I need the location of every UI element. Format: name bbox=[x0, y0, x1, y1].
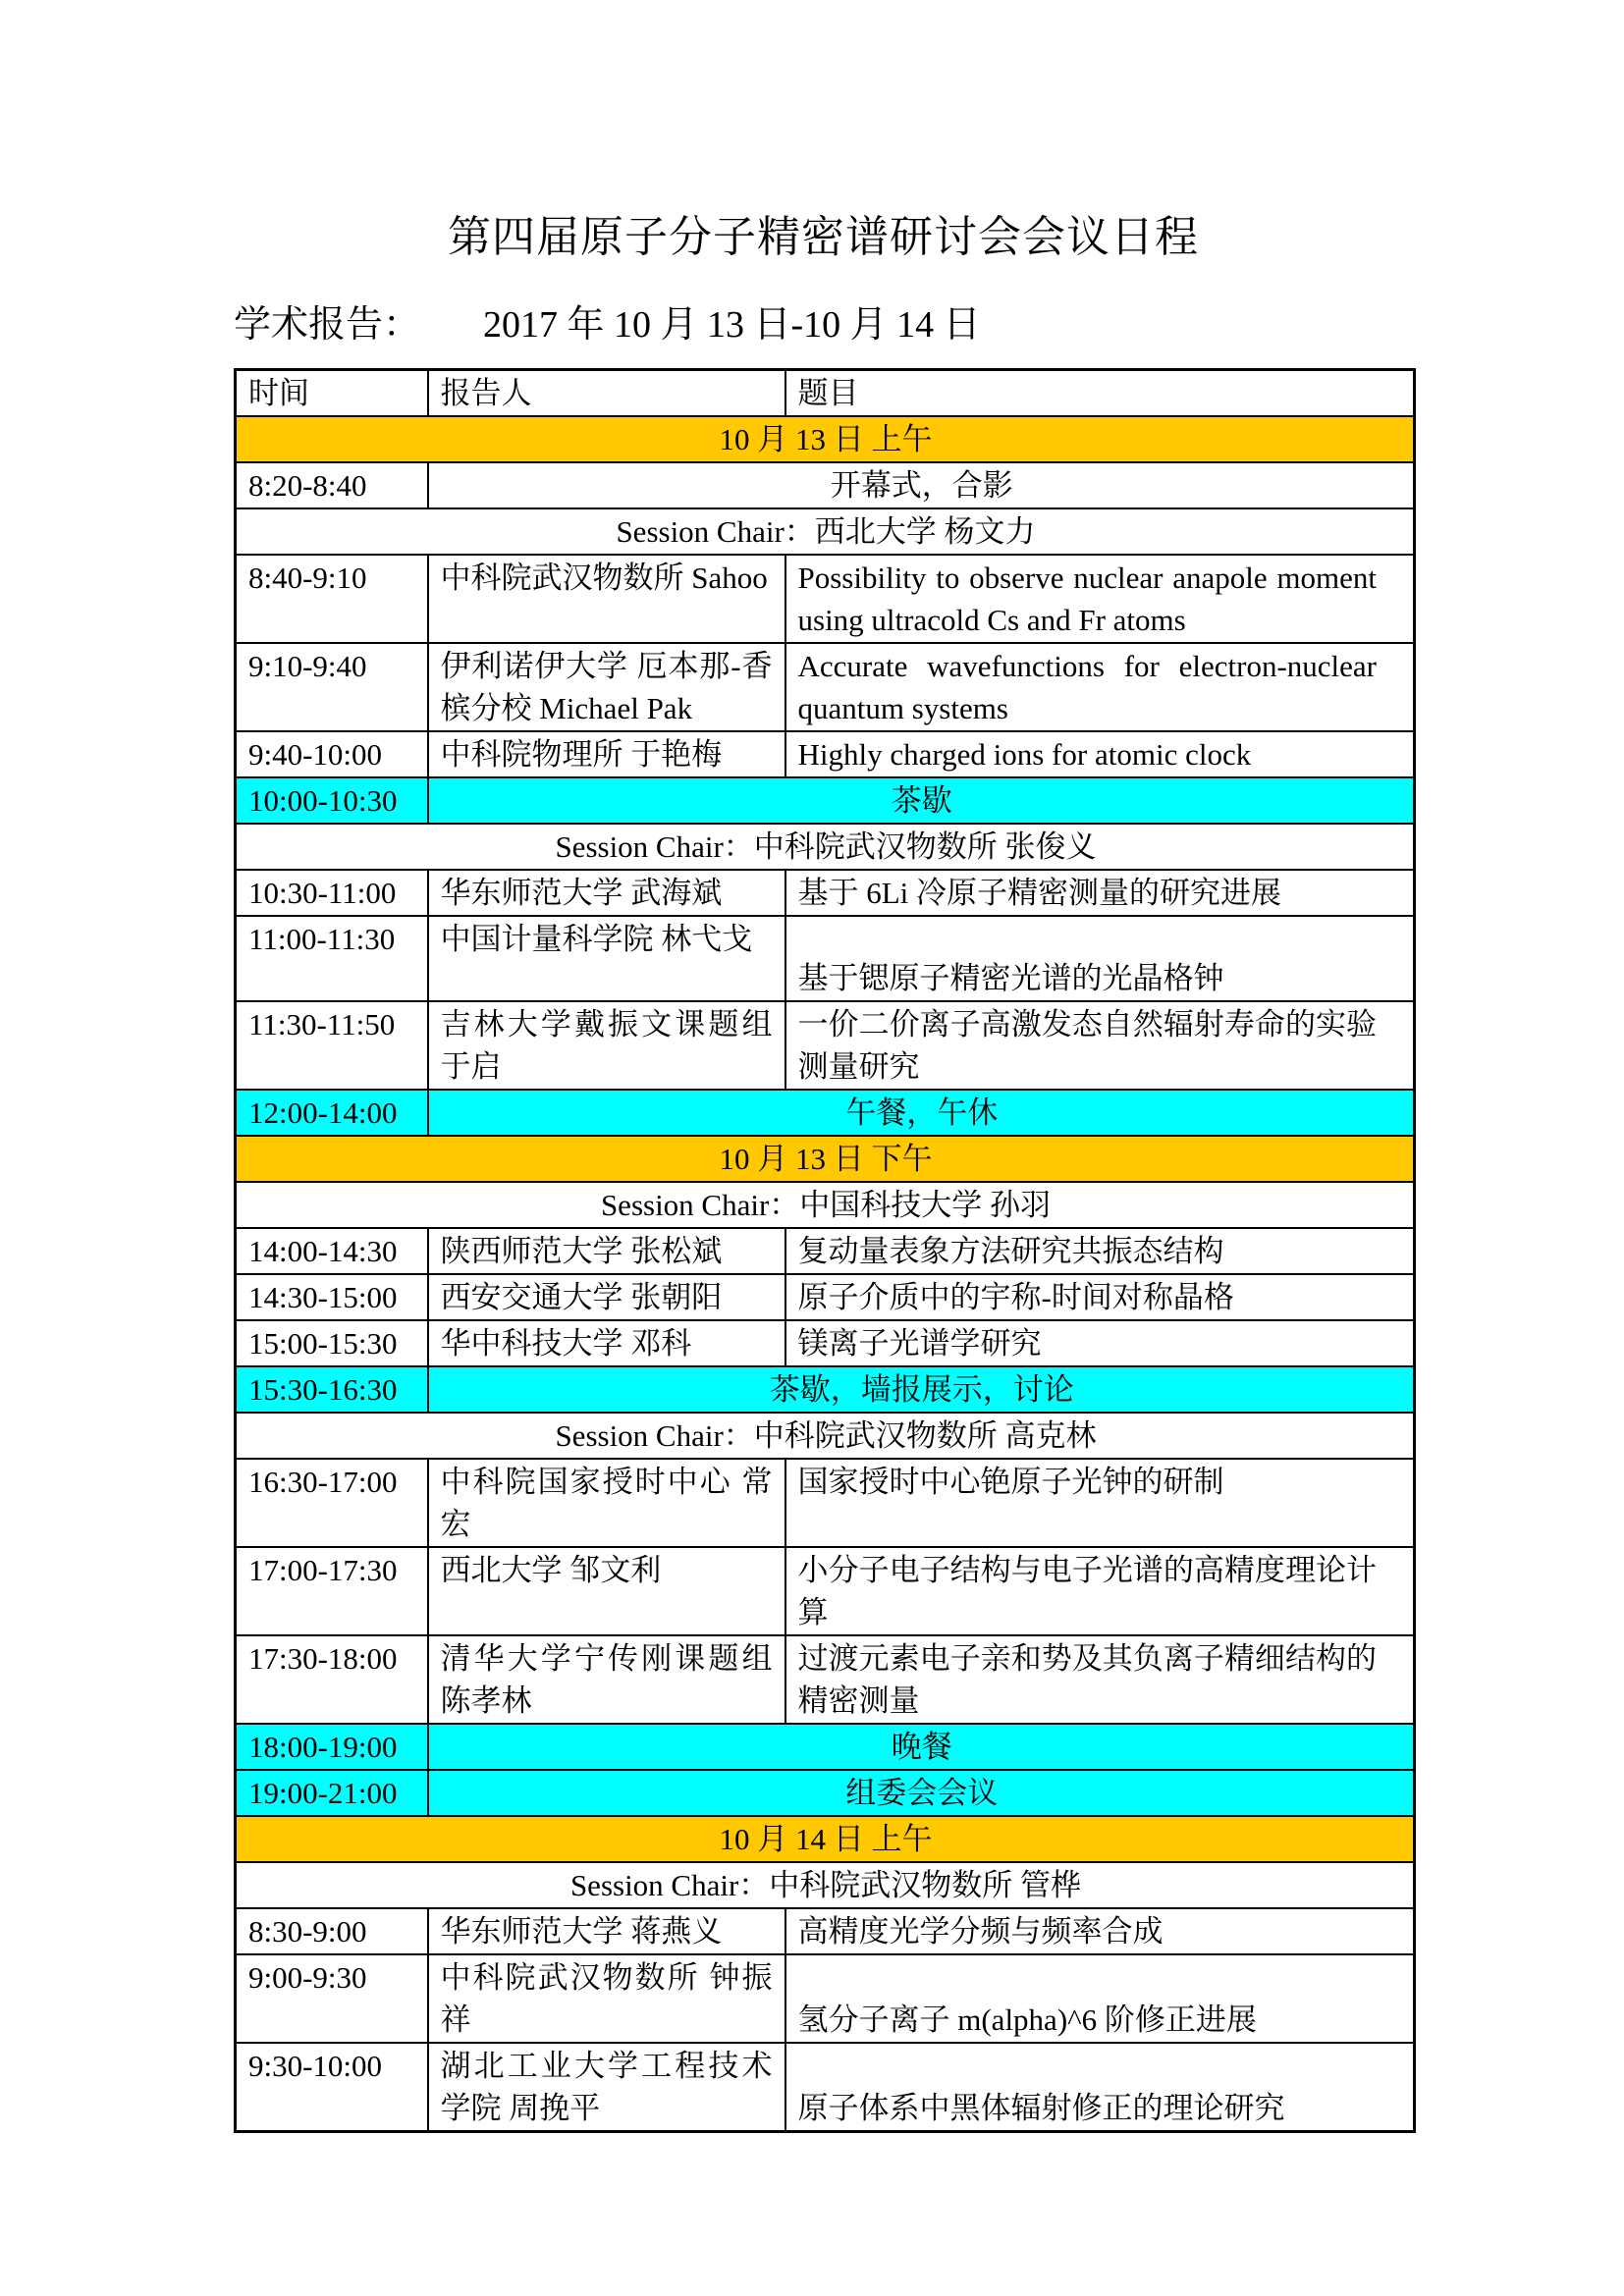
speaker-cell: 华中科技大学 邓科 bbox=[428, 1320, 785, 1366]
chair-row bbox=[236, 508, 1415, 555]
session-chair: Session Chair：中国科技大学 孙羽 bbox=[236, 1182, 1415, 1228]
chair-row bbox=[236, 1182, 1415, 1228]
time-cell: 8:40-9:10 bbox=[236, 555, 428, 643]
time-cell: 17:00-17:30 bbox=[236, 1547, 428, 1635]
talk-row bbox=[236, 1001, 1415, 1090]
time-cell: 10:00-10:30 bbox=[236, 777, 428, 824]
time-cell: 9:00-9:30 bbox=[236, 1954, 428, 2043]
talk-row bbox=[236, 870, 1415, 916]
speaker-cell: 吉林大学戴振文课题组 于启 bbox=[428, 1001, 785, 1090]
section-row bbox=[236, 1136, 1415, 1182]
page-title: 第四届原子分子精密谱研讨会会议日程 bbox=[448, 213, 1199, 261]
chair-row bbox=[236, 1862, 1415, 1908]
event-description: 午餐，午休 bbox=[428, 1090, 1415, 1136]
session-header: 10 月 13 日 下午 bbox=[236, 1136, 1415, 1182]
col-header-title: 题目 bbox=[785, 370, 1415, 417]
talk-title-cell: 小分子电子结构与电子光谱的高精度理论计算 bbox=[785, 1547, 1415, 1635]
time-cell: 11:00-11:30 bbox=[236, 916, 428, 1001]
event-description: 晚餐 bbox=[428, 1724, 1415, 1770]
subtitle-line bbox=[234, 299, 1413, 350]
merged-row bbox=[236, 462, 1415, 508]
talk-title-cell: 原子体系中黑体辐射修正的理论研究 bbox=[785, 2043, 1415, 2132]
document-page bbox=[234, 0, 1413, 2133]
time-cell: 18:00-19:00 bbox=[236, 1724, 428, 1770]
event-description: 组委会会议 bbox=[428, 1770, 1415, 1816]
talk-title-cell: Accurate wavefunctions for electron-nuclear quantum systems bbox=[785, 643, 1415, 731]
event-description: 茶歇，墙报展示，讨论 bbox=[428, 1366, 1415, 1413]
merged-row bbox=[236, 1090, 1415, 1136]
speaker-cell: 华东师范大学 蒋燕义 bbox=[428, 1908, 785, 1954]
event-description: 茶歇 bbox=[428, 777, 1415, 824]
time-cell: 15:30-16:30 bbox=[236, 1366, 428, 1413]
speaker-cell: 中科院武汉物数所 钟振祥 bbox=[428, 1954, 785, 2043]
section-row bbox=[236, 1816, 1415, 1862]
time-cell: 12:00-14:00 bbox=[236, 1090, 428, 1136]
schedule-table bbox=[234, 368, 1416, 2133]
speaker-cell: 西北大学 邹文利 bbox=[428, 1547, 785, 1635]
talk-row bbox=[236, 1635, 1415, 1724]
time-cell: 8:30-9:00 bbox=[236, 1908, 428, 1954]
speaker-cell: 中科院物理所 于艳梅 bbox=[428, 731, 785, 777]
time-cell: 11:30-11:50 bbox=[236, 1001, 428, 1090]
talk-row bbox=[236, 1459, 1415, 1547]
session-header: 10 月 13 日 上午 bbox=[236, 416, 1415, 462]
merged-row bbox=[236, 777, 1415, 824]
time-cell: 14:30-15:00 bbox=[236, 1274, 428, 1320]
talk-title-cell: 镁离子光谱学研究 bbox=[785, 1320, 1415, 1366]
talk-row bbox=[236, 555, 1415, 643]
talk-title-cell: 基于锶原子精密光谱的光晶格钟 bbox=[785, 916, 1415, 1001]
session-chair: Session Chair：西北大学 杨文力 bbox=[236, 508, 1415, 555]
talk-row bbox=[236, 1320, 1415, 1366]
talk-row bbox=[236, 916, 1415, 1001]
talk-title-cell: 国家授时中心铯原子光钟的研制 bbox=[785, 1459, 1415, 1547]
speaker-cell: 陕西师范大学 张松斌 bbox=[428, 1228, 785, 1274]
table-header-row bbox=[236, 370, 1415, 417]
talk-title-cell: 过渡元素电子亲和势及其负离子精细结构的精密测量 bbox=[785, 1635, 1415, 1724]
speaker-cell: 西安交通大学 张朝阳 bbox=[428, 1274, 785, 1320]
time-cell: 9:30-10:00 bbox=[236, 2043, 428, 2132]
session-header: 10 月 14 日 上午 bbox=[236, 1816, 1415, 1862]
talk-row bbox=[236, 643, 1415, 731]
talk-row bbox=[236, 1954, 1415, 2043]
session-chair: Session Chair：中科院武汉物数所 高克林 bbox=[236, 1413, 1415, 1459]
time-cell: 8:20-8:40 bbox=[236, 462, 428, 508]
merged-row bbox=[236, 1724, 1415, 1770]
time-cell: 16:30-17:00 bbox=[236, 1459, 428, 1547]
talk-title-cell: 复动量表象方法研究共振态结构 bbox=[785, 1228, 1415, 1274]
speaker-cell: 中科院国家授时中心 常宏 bbox=[428, 1459, 785, 1547]
col-header-speaker: 报告人 bbox=[428, 370, 785, 417]
talk-title-cell: 原子介质中的宇称-时间对称晶格 bbox=[785, 1274, 1415, 1320]
time-cell: 15:00-15:30 bbox=[236, 1320, 428, 1366]
talk-title-cell: Highly charged ions for atomic clock bbox=[785, 731, 1415, 777]
talk-title-cell: 高精度光学分频与频率合成 bbox=[785, 1908, 1415, 1954]
time-cell: 9:40-10:00 bbox=[236, 731, 428, 777]
talk-title-cell: 氢分子离子 m(alpha)^6 阶修正进展 bbox=[785, 1954, 1415, 2043]
speaker-cell: 中科院武汉物数所 Sahoo bbox=[428, 555, 785, 643]
talk-title-cell: 基于 6Li 冷原子精密测量的研究进展 bbox=[785, 870, 1415, 916]
talk-row bbox=[236, 731, 1415, 777]
subtitle-label: 学术报告： bbox=[234, 304, 421, 346]
time-cell: 17:30-18:00 bbox=[236, 1635, 428, 1724]
talk-row bbox=[236, 1908, 1415, 1954]
time-cell: 14:00-14:30 bbox=[236, 1228, 428, 1274]
session-chair: Session Chair：中科院武汉物数所 张俊义 bbox=[236, 824, 1415, 870]
time-cell: 19:00-21:00 bbox=[236, 1770, 428, 1816]
speaker-cell: 中国计量科学院 林弋戈 bbox=[428, 916, 785, 1001]
chair-row bbox=[236, 824, 1415, 870]
talk-row bbox=[236, 1547, 1415, 1635]
talk-title-cell: 一价二价离子高激发态自然辐射寿命的实验测量研究 bbox=[785, 1001, 1415, 1090]
talk-row bbox=[236, 2043, 1415, 2132]
speaker-cell: 清华大学宁传刚课题组 陈孝林 bbox=[428, 1635, 785, 1724]
talk-row bbox=[236, 1228, 1415, 1274]
talk-row bbox=[236, 1274, 1415, 1320]
talk-title-cell: Possibility to observe nuclear anapole moment using ultracold Cs and Fr atoms bbox=[785, 555, 1415, 643]
chair-row bbox=[236, 1413, 1415, 1459]
session-chair: Session Chair：中科院武汉物数所 管桦 bbox=[236, 1862, 1415, 1908]
speaker-cell: 伊利诺伊大学 厄本那-香槟分校 Michael Pak bbox=[428, 643, 785, 731]
time-cell: 10:30-11:00 bbox=[236, 870, 428, 916]
schedule-body bbox=[236, 416, 1415, 2132]
subtitle-dates: 2017 年 10 月 13 日-10 月 14 日 bbox=[483, 304, 981, 346]
speaker-cell: 华东师范大学 武海斌 bbox=[428, 870, 785, 916]
event-description: 开幕式，合影 bbox=[428, 462, 1415, 508]
merged-row bbox=[236, 1770, 1415, 1816]
speaker-cell: 湖北工业大学工程技术学院 周挽平 bbox=[428, 2043, 785, 2132]
section-row bbox=[236, 416, 1415, 462]
merged-row bbox=[236, 1366, 1415, 1413]
time-cell: 9:10-9:40 bbox=[236, 643, 428, 731]
col-header-time: 时间 bbox=[236, 370, 428, 417]
